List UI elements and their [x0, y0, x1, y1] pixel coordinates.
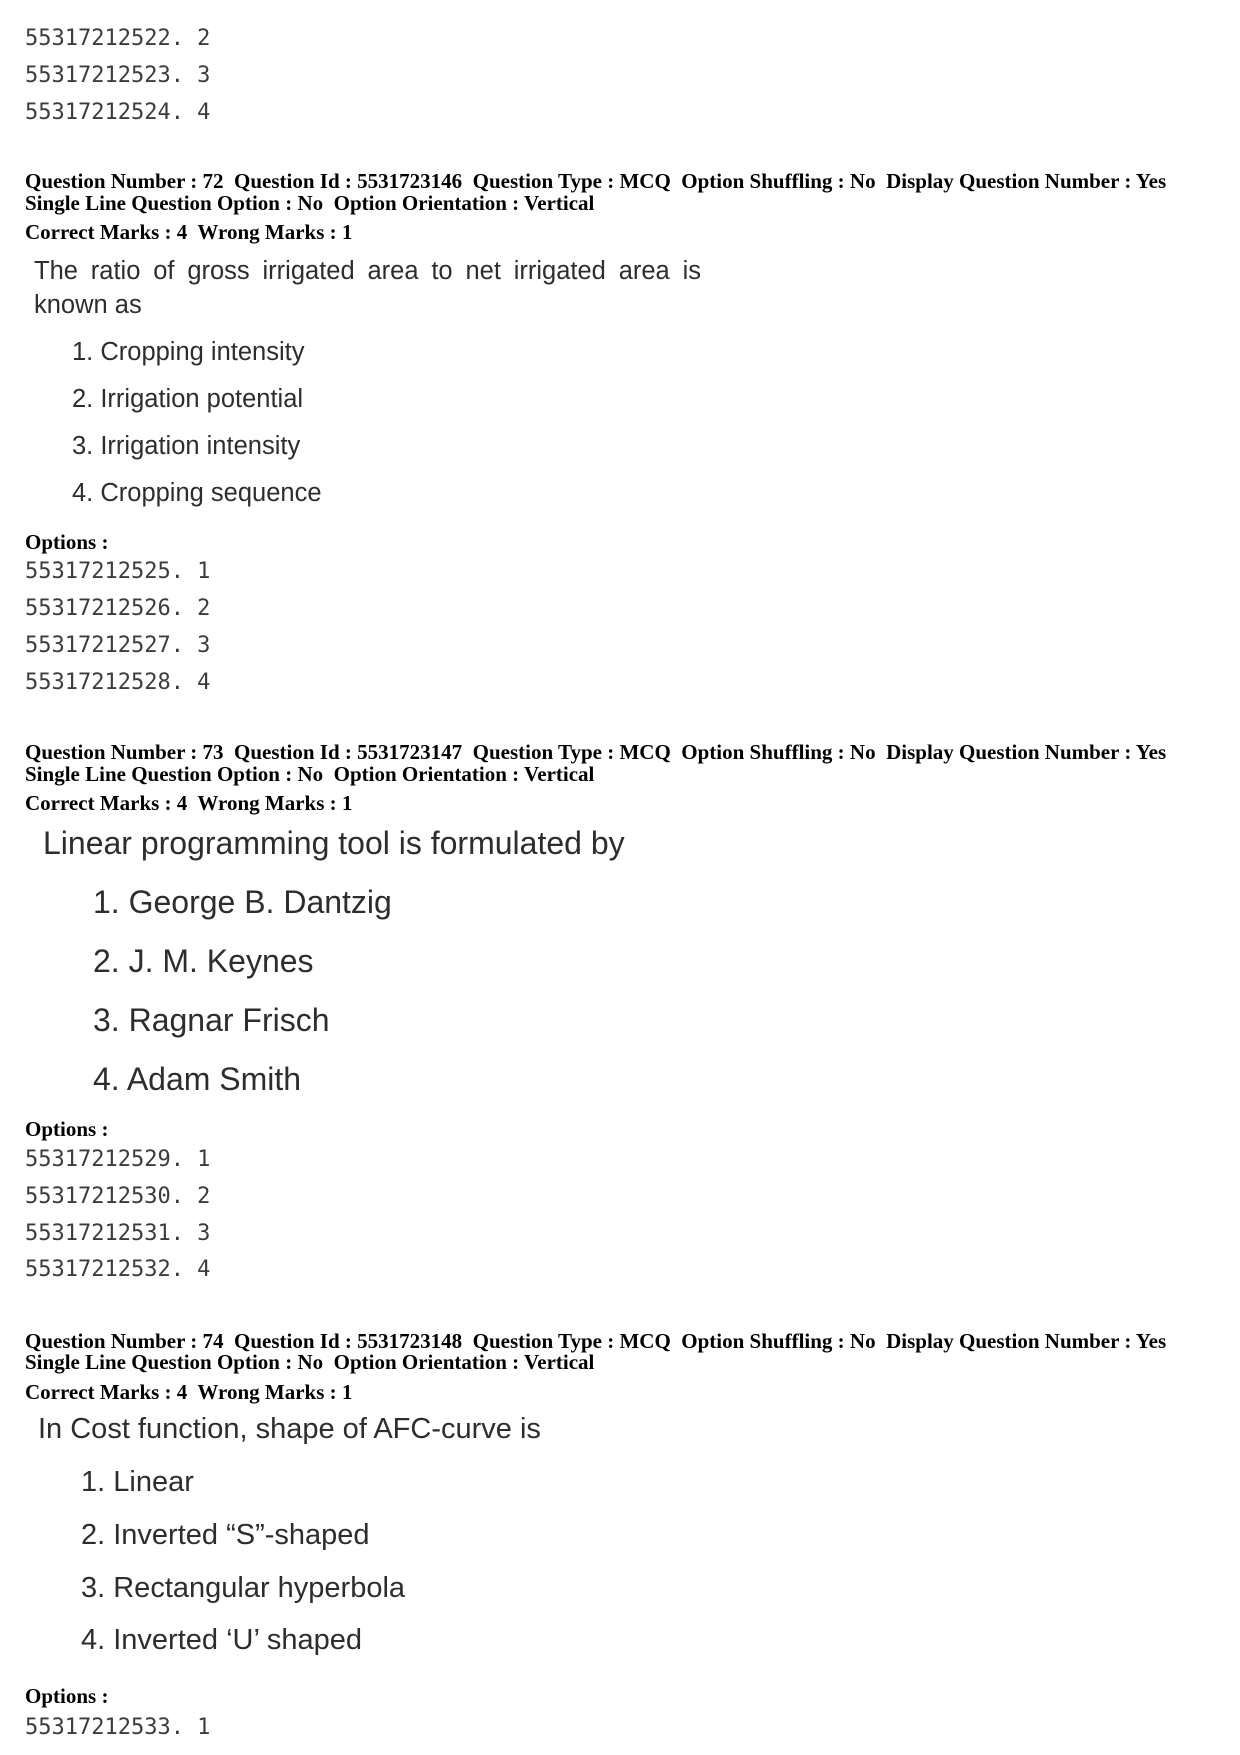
question-stem-line: Linear programming tool is formulated by: [43, 825, 625, 861]
question-block: [0, 171, 1240, 702]
previous-question-option-ids: [25, 21, 210, 131]
options-label: Options :: [25, 1684, 109, 1709]
question-stem-line: In Cost function, shape of AFC-curve is: [38, 1413, 541, 1446]
option-id: 55317212528. 4: [25, 669, 211, 695]
answer-choice: 4. Cropping sequence: [72, 479, 322, 508]
question-display-settings: Single Line Question Option : No Option Orientation : Vertical: [25, 1350, 595, 1374]
question-stem-line: The ratio of gross irrigated area to net irrigated area is: [34, 257, 701, 286]
answer-choice: 2. J. M. Keynes: [93, 943, 314, 980]
answer-choices: [81, 1456, 1240, 1667]
question-marks: Correct Marks : 4 Wrong Marks : 1: [25, 1379, 353, 1404]
answer-choice: 1. Cropping intensity: [72, 338, 305, 367]
question-stem: [34, 254, 1240, 322]
answer-choice: 3. Ragnar Frisch: [93, 1002, 330, 1039]
option-id: 55317212529. 1: [25, 1147, 211, 1173]
question-stem: [38, 1411, 1240, 1447]
option-id: 55317212524. 4: [25, 99, 211, 125]
option-id: 55317212533. 1: [25, 1715, 211, 1741]
question-display-settings: Single Line Question Option : No Option Orientation : Vertical: [25, 761, 595, 786]
option-id: 55317212530. 2: [25, 1183, 211, 1209]
option-id: 55317212522. 2: [25, 26, 211, 51]
option-id: 55317212531. 3: [25, 1220, 211, 1246]
option-id: 55317212525. 1: [25, 559, 211, 585]
question-stem-line: known as: [34, 291, 142, 320]
answer-choice: 2. Inverted “S”-shaped: [81, 1518, 370, 1551]
answer-choice: 1. Linear: [81, 1466, 194, 1499]
option-id-list: [25, 554, 1240, 701]
option-id: 55317212527. 3: [25, 633, 211, 659]
answer-choice: 3. Irrigation intensity: [72, 432, 301, 461]
options-label: Options :: [25, 1117, 109, 1142]
question-display-settings: Single Line Question Option : No Option Orientation : Vertical: [25, 190, 595, 215]
answer-choice: 4. Adam Smith: [93, 1061, 302, 1098]
question-block: [0, 1328, 1240, 1748]
answer-choice: 1. George B. Dantzig: [93, 884, 392, 921]
option-id: 55317212532. 4: [25, 1257, 211, 1283]
question-stem: [43, 823, 1240, 863]
question-meta-line: Question Number : 73 Question Id : 5531723147 Question Type : MCQ Option Shuffling : No Display Question Number : Yes: [25, 740, 1167, 764]
question-marks: Correct Marks : 4 Wrong Marks : 1: [25, 220, 353, 244]
option-id-list: [25, 1710, 1240, 1747]
question-meta-line: Question Number : 74 Question Id : 5531723148 Question Type : MCQ Option Shuffling : No Display Question Number : Yes: [25, 1328, 1167, 1353]
option-id: 55317212526. 2: [25, 596, 211, 622]
option-id: 55317212523. 3: [25, 62, 211, 88]
question-block: [0, 742, 1240, 1289]
answer-choice: 4. Inverted ‘U’ shaped: [81, 1624, 363, 1657]
answer-choice: 2. Irrigation potential: [72, 385, 304, 414]
options-label: Options :: [25, 529, 109, 554]
answer-choices: [72, 329, 1240, 517]
answer-choices: [93, 873, 1240, 1109]
question-meta-line: Question Number : 72 Question Id : 5531723146 Question Type : MCQ Option Shuffling : No Display Question Number : Yes: [25, 169, 1167, 193]
option-id-list: [25, 1142, 1240, 1289]
answer-choice: 3. Rectangular hyperbola: [81, 1571, 406, 1604]
question-marks: Correct Marks : 4 Wrong Marks : 1: [25, 791, 353, 815]
